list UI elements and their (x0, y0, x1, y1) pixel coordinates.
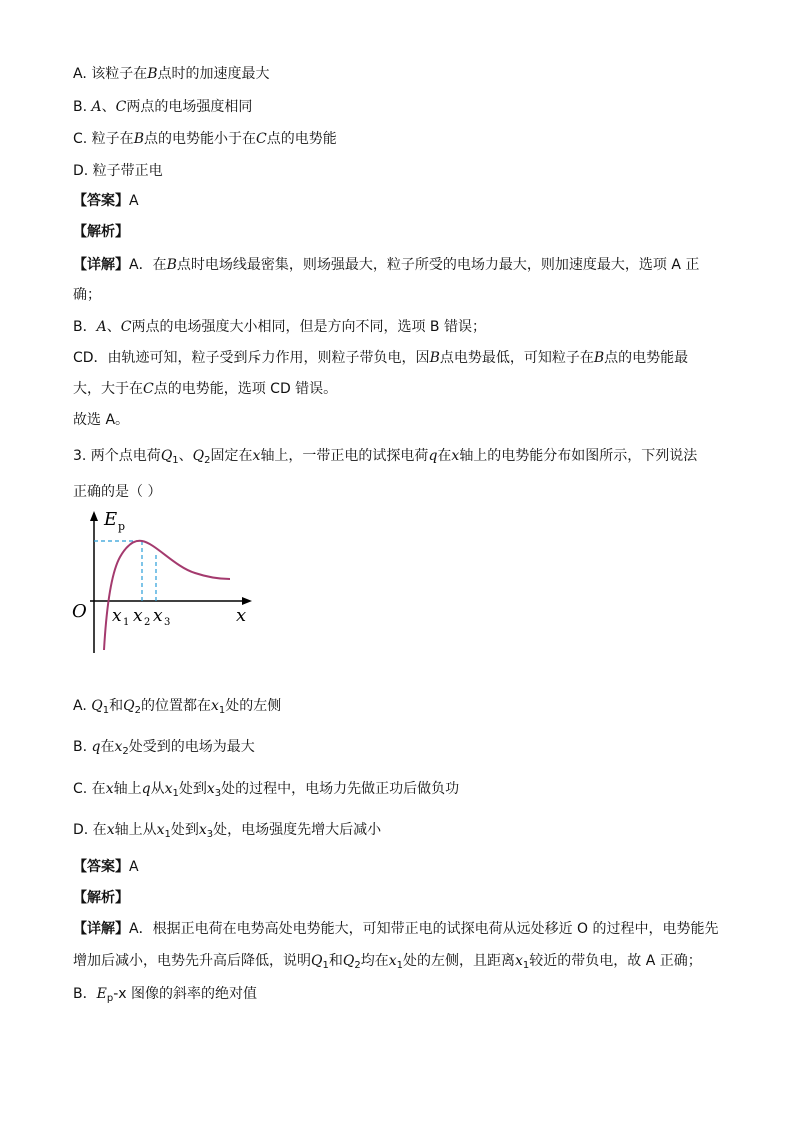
prev-detail-line-2: 确； (73, 287, 101, 303)
q3-option-b: B. q在$x_2$处受到的电场为最大 (73, 739, 255, 757)
prev-option-b: B. A、C两点的电场强度相同 (73, 99, 253, 115)
ep-x-figure (70, 505, 270, 660)
ep-axis-label-sub: p (118, 520, 126, 533)
q3-option-d: D. 在x轴上从$x_1$处到$x_3$处，电场强度先增大后减小 (73, 822, 382, 840)
x-axis-label: x (236, 605, 247, 626)
prev-conclusion: 故选 A。 (73, 412, 130, 428)
x1-sub: 1 (123, 617, 130, 628)
prev-detail-line-3: B．A、C两点的电场强度大小相同，但是方向不同，选项 B 错误； (73, 319, 486, 335)
q3-detail-line-2: 增加后减小，电势先升高后降低，说明$Q_1$和$Q_2$均在$x_1$处的左侧，且距离$x_1$较近的带负电，故 A 正确； (73, 953, 702, 971)
origin-label: O (72, 601, 87, 622)
q3-stem-line-2: 正确的是（ ） (73, 484, 162, 500)
x-axis-arrow (242, 597, 252, 605)
x1-label: x (112, 606, 122, 626)
prev-analysis-label: 【解析】 (73, 224, 129, 240)
x2-label: x (133, 606, 143, 626)
x3-label: x (153, 606, 163, 626)
x2-sub: 2 (144, 617, 151, 628)
q3-detail-line-1: 【详解】A．根据正电荷在电势高处电势能大，可知带正电的试探电荷从远处移近 O 的过程中，电势能先 (73, 921, 719, 937)
ep-axis-label: E (104, 509, 118, 530)
q3-option-c: C. 在x轴上q从$x_1$处到$x_3$处的过程中，电场力先做正功后做负功 (73, 781, 460, 799)
x3-sub: 3 (164, 617, 171, 628)
q3-detail-line-3: B．$E_p-x$ 图像的斜率的绝对值 (73, 986, 257, 1004)
y-axis-arrow (90, 511, 98, 521)
prev-detail-line-5: 大，大于在C点的电势能，选项 CD 错误。 (73, 381, 338, 397)
q3-stem-line-1: 3. 两个点电荷$Q_1$、$Q_2$固定在x轴上，一带正电的试探电荷q在x轴上的电势能分布如图所示，下列说法 (73, 448, 698, 466)
ep-curve (104, 541, 230, 650)
prev-detail-line-4: CD．由轨迹可知，粒子受到斥力作用，则粒子带负电，因B点电势最低，可知粒子在B点的电势能最 (73, 350, 689, 366)
q3-answer: 【答案】A (73, 859, 139, 875)
q3-analysis-label: 【解析】 (73, 890, 129, 906)
q3-option-a: A. $Q_1$和$Q_2$的位置都在$x_1$处的左侧 (73, 698, 282, 716)
prev-option-c: C. 粒子在B点的电势能小于在C点的电势能 (73, 131, 337, 147)
prev-option-a: A. 该粒子在B点时的加速度最大 (73, 66, 270, 82)
prev-option-d: D. 粒子带正电 (73, 163, 163, 179)
prev-answer: 【答案】A (73, 193, 139, 209)
prev-detail-line-1: 【详解】A．在B点时电场线最密集，则场强最大，粒子所受的电场力最大，则加速度最大，选项 A 正 (73, 257, 700, 273)
